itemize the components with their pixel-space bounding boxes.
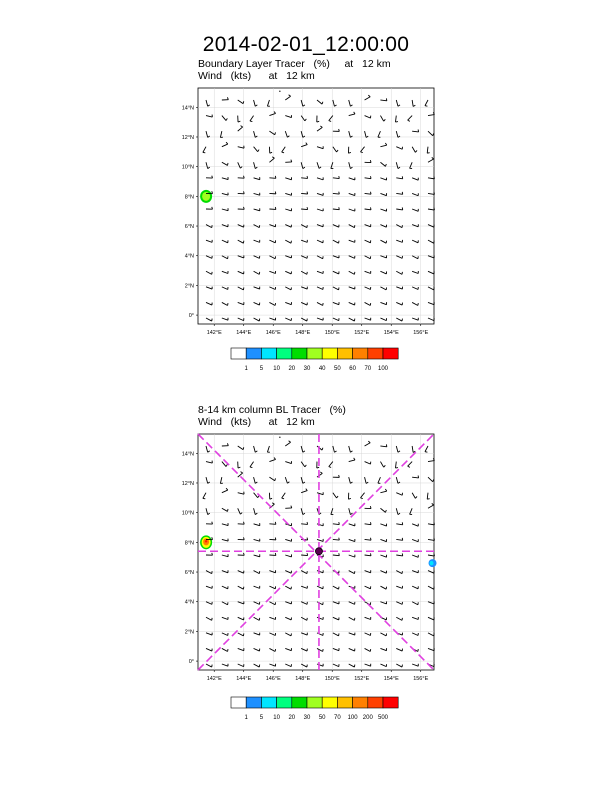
colorbar-label: 500 [377,715,389,721]
lat-tick-label: 0° [188,313,194,320]
colorbar-swatch [292,697,307,708]
lat-tick-label: 12°N [181,480,194,487]
lon-tick-label: 154°E [383,330,399,336]
colorbar-label: 20 [288,715,296,721]
colorbar-swatch [231,348,246,359]
wind-barb-feather [339,192,340,194]
wind-barb-feather [371,176,372,178]
colorbar-swatch [322,697,337,708]
colorbar-label: 100 [347,715,358,721]
wind-barb-feather [339,176,340,178]
colorbar-swatch [277,348,292,359]
wind-barb-feather [339,207,340,209]
colorbar-label: 50 [318,715,326,721]
lat-tick-label: 2°N [184,629,194,636]
lon-tick-label: 150°E [324,330,340,336]
island-marker: • [278,89,281,96]
colorbar-label: 60 [349,366,356,372]
lat-tick-label: 6°N [184,570,194,577]
wind-barb-feather [371,522,372,524]
wind-barb-shaft [301,209,307,210]
wind-barb-feather [339,553,340,555]
colorbar-label: 5 [259,715,264,721]
colorbar-swatch [231,697,246,708]
colorbar-label: 10 [273,366,280,372]
wind-barb-shaft [301,193,307,194]
lon-tick-label: 146°E [265,676,281,682]
lat-tick-label: 4°N [184,253,194,260]
top-map-panel [182,88,435,372]
map-frame [198,88,434,324]
lon-tick-label: 156°E [413,330,429,336]
wind-barb-feather [275,522,276,524]
island-marker: • [278,435,281,442]
wind-barb-feather [275,537,276,539]
bottom-map-panel [182,434,437,721]
wind-barb-feather [243,447,244,449]
lon-tick-label: 148°E [295,676,311,682]
wind-barb-feather [371,553,372,555]
colorbar-swatch [383,697,398,708]
wind-barb-feather [307,553,308,555]
colorbar-swatch [261,697,276,708]
lon-tick-label: 142°E [206,676,222,682]
wind-barb-feather [339,522,340,524]
colorbar-swatch [322,348,337,359]
lat-tick-label: 2°N [184,283,194,290]
wind-barb-feather [307,207,308,209]
wind-barb-feather [250,467,252,468]
colorbar-swatch [261,348,276,359]
wind-barb-feather [282,152,284,153]
colorbar-label: 70 [334,715,341,721]
lat-tick-label: 14°N [181,105,194,112]
wind-barb-shaft [301,555,307,556]
lon-tick-label: 146°E [265,330,281,336]
wind-barb-feather [395,122,397,123]
lat-tick-label: 8°N [184,194,194,201]
lat-tick-label: 8°N [184,540,194,547]
lat-tick-label: 6°N [184,224,194,231]
lat-tick-label: 14°N [181,451,194,458]
wind-barb-feather [427,153,429,154]
colorbar-swatch [368,697,383,708]
lon-tick-label: 156°E [413,676,429,682]
wind-barb-feather [275,176,276,178]
bottom-subtitle-line2: Wind (kts) at 12 km [198,416,315,428]
colorbar-swatch [337,697,352,708]
wind-barb-shaft [301,178,307,179]
lon-tick-label: 150°E [324,676,340,682]
colorbar-label: 200 [362,715,373,721]
colorbar-label: 1 [244,715,248,721]
wind-barb-feather [282,498,284,499]
wind-barb-feather [371,207,372,209]
wind-barb-feather [307,176,308,178]
lat-tick-label: 0° [188,659,194,666]
colorbar-label: 70 [364,366,372,372]
tracer-blob-core [430,561,434,565]
colorbar-swatch [246,697,261,708]
wind-barb-feather [250,121,252,122]
top-subtitle-line2: Wind (kts) at 12 km [198,70,315,82]
wind-barb-feather [307,192,308,194]
wind-barb-feather [395,468,397,469]
wind-barb-feather [418,129,419,131]
wind-barb-feather [386,98,387,100]
wind-barb-feather [275,132,276,134]
colorbar-label: 40 [318,366,326,372]
wind-barb-feather [275,478,276,480]
colorbar-swatch [246,348,261,359]
colorbar-label: 10 [273,715,280,721]
lat-tick-label: 10°N [181,510,194,517]
lat-tick-label: 4°N [184,599,194,606]
colorbar-swatch [368,348,383,359]
wind-barb-feather [275,553,276,555]
top-subtitle-line1: Boundary Layer Tracer (%) at 12 km [198,58,391,70]
center-marker [315,548,322,555]
lon-tick-label: 148°E [295,330,311,336]
lon-tick-label: 154°E [383,676,399,682]
colorbar-label: 30 [303,715,311,721]
wind-barb-feather [371,192,372,194]
lon-tick-label: 152°E [354,676,370,682]
lon-tick-label: 152°E [354,330,370,336]
lon-tick-label: 142°E [206,330,222,336]
colorbar-label: 30 [303,366,311,372]
colorbar-label: 1 [244,366,248,372]
tracer-blob-peak [205,540,207,542]
wind-barb-feather [307,522,308,524]
wind-barb-feather [275,191,276,193]
colorbar-swatch [337,348,352,359]
lon-tick-label: 144°E [236,676,252,682]
lat-tick-label: 12°N [181,134,194,141]
wind-barb-feather [427,499,429,500]
lat-tick-label: 10°N [181,164,194,171]
colorbar-label: 100 [377,366,389,372]
wind-barb-feather [371,538,372,540]
wind-barb-feather [307,538,308,540]
wind-barb-feather [386,444,387,446]
colorbar-swatch [383,348,398,359]
colorbar-label: 20 [288,366,296,372]
wind-barb-feather [339,538,340,540]
wind-barb-shaft [301,524,307,525]
page-title: 2014-02-01_12:00:00 [202,33,410,56]
bottom-subtitle-line1: 8-14 km column BL Tracer (%) [198,404,346,416]
colorbar-swatch [307,697,322,708]
wind-barb-feather [243,101,244,103]
colorbar-swatch [292,348,307,359]
colorbar-label: 50 [334,366,341,372]
wind-barb-feather [418,475,419,477]
colorbar-label: 5 [259,366,264,372]
colorbar-swatch [307,348,322,359]
wind-barb-feather [275,207,276,209]
colorbar-swatch [277,697,292,708]
colorbar-swatch [353,697,368,708]
colorbar-swatch [353,348,368,359]
lon-tick-label: 144°E [236,330,252,336]
